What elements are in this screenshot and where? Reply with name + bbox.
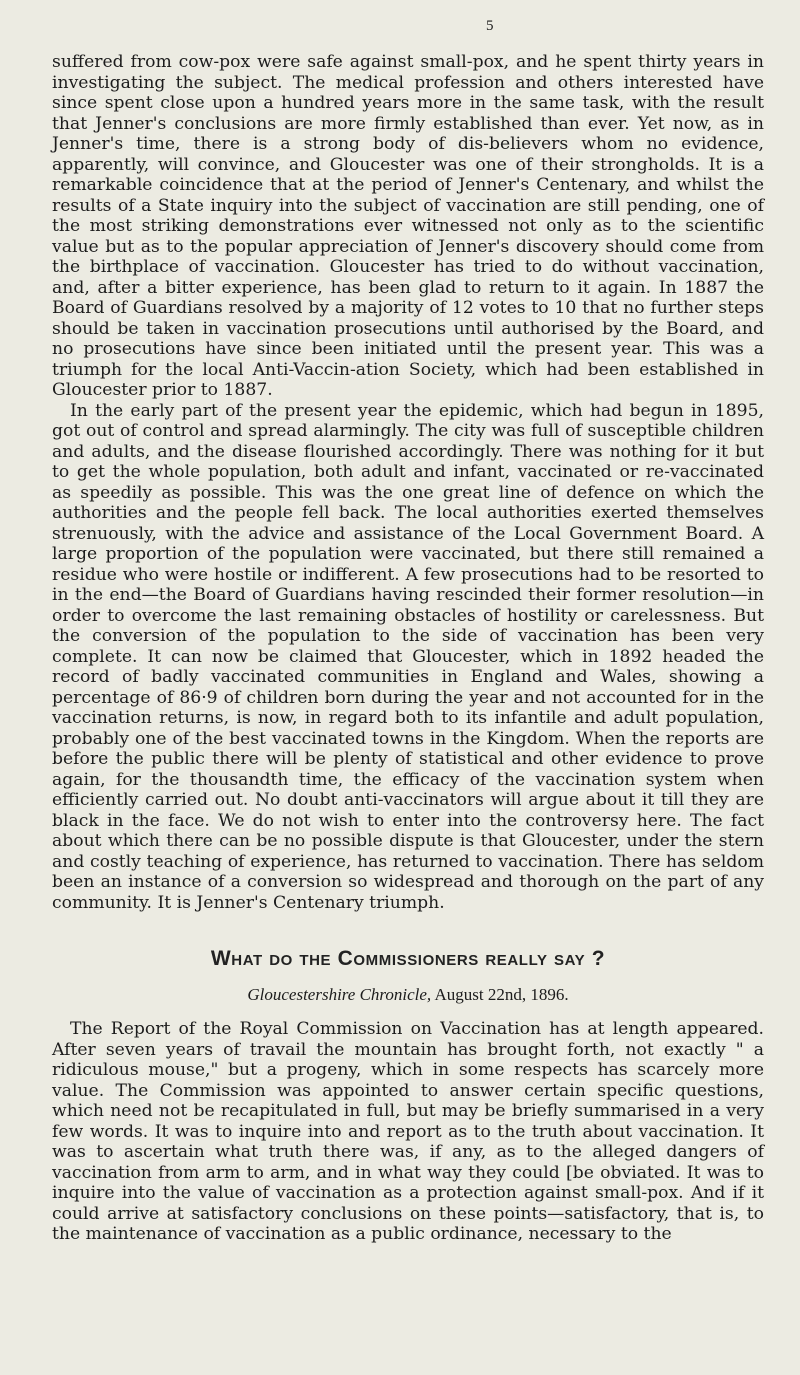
source-publication: Gloucestershire Chronicle, <box>247 985 432 1004</box>
section-paragraph: The Report of the Royal Commission on Vaccination has at length appeared. After seven years of travail the mountain has brought forth, not exactly " a ridiculous mouse," but a progeny, which in some respects has scarcely more value. The Commission was appointed to answer certain specific questions, which need not be recapitulated in full, but may be briefly summarised in a very few words. It was to inquire into and report as to the truth about vaccination. It was to ascertain what truth there was, if any, as to the alleged dangers of vaccination from arm to arm, and in what way they could [be obviated. It was to inquire into the value of vaccination as a protection against small-pox. And if it could arrive at satisfactory conclusions on these points—satisfactory, that is, to the maintenance of vaccination as a public ordinance, necessary to the <box>52 1019 764 1244</box>
source-line <box>52 985 764 1005</box>
section-heading: What do the Commissioners really say ? <box>210 947 606 970</box>
page-number: 5 <box>486 18 494 34</box>
body-paragraph-2: In the early part of the present year the epidemic, which had begun in 1895, got out of control and spread alarmingly. The city was full of susceptible children and adults, and the disease flourished accordingly. There was nothing for it but to get the whole population, both adult and infant, vaccinated or re-vaccinated as speedily as possible. This was the one great line of defence on which the authorities and the people fell back. The local authorities exerted themselves strenuously, with the advice and assistance of the Local Government Board. A large proportion of the population were vaccinated, but there still remained a residue who were hostile or indifferent. A few prosecutions had to be resorted to in the end—the Board of Guardians having rescinded their former resolution—in order to overcome the last remaining obstacles of hostility or carelessness. But the conversion of the population to the side of vaccination has been very complete. It can now be claimed that Gloucester, which in 1892 headed the record of badly vaccinated communities in England and Wales, showing a percentage of 86·9 of children born during the year and not accounted for in the vaccination returns, is now, in regard both to its infantile and adult population, probably one of the best vaccinated towns in the Kingdom. When the reports are before the public there will be plenty of statistical and other evidence to prove again, for the thousandth time, the efficacy of the vaccination system when efficiently carried out. No doubt anti-vaccinators will argue about it till they are black in the face. We do not wish to enter into the controversy here. The fact about which there can be no possible dispute is that Gloucester, under the stern and costly teaching of experience, has returned to vaccination. There has seldom been an instance of a conversion so widespread and thorough on the part of any community. It is Jenner's Centenary triumph. <box>52 400 764 913</box>
body-paragraph-1: suffered from cow-pox were safe against small-pox, and he spent thirty years in investigating the subject. The medical profession and others interested have since spent close upon a hundred years more in the same task, with the result that Jenner's conclusions are more firmly established than ever. Yet now, as in Jenner's time, there is a strong body of dis-believers whom no evidence, apparently, will convince, and Gloucester was one of their strongholds. It is a remarkable coincidence that at the period of Jenner's Centenary, and whilst the results of a State inquiry into the subject of vaccination are still pending, one of the most striking demonstrations ever witnessed not only as to the scientific value but as to the popular appreciation of Jenner's discovery should come from the birthplace of vaccination. Gloucester has tried to do without vaccination, and, after a bitter experience, has been glad to return to it again. In 1887 the Board of Guardians resolved by a majority of 12 votes to 10 that no further steps should be taken in vaccination prosecutions until authorised by the Board, and no prosecutions have since been initiated until the present year. This was a triumph for the local Anti-Vaccin-ation Society, which had been established in Gloucester prior to 1887. <box>52 52 764 400</box>
source-date: August 22nd, 1896. <box>431 985 569 1004</box>
document-page <box>52 20 764 1245</box>
